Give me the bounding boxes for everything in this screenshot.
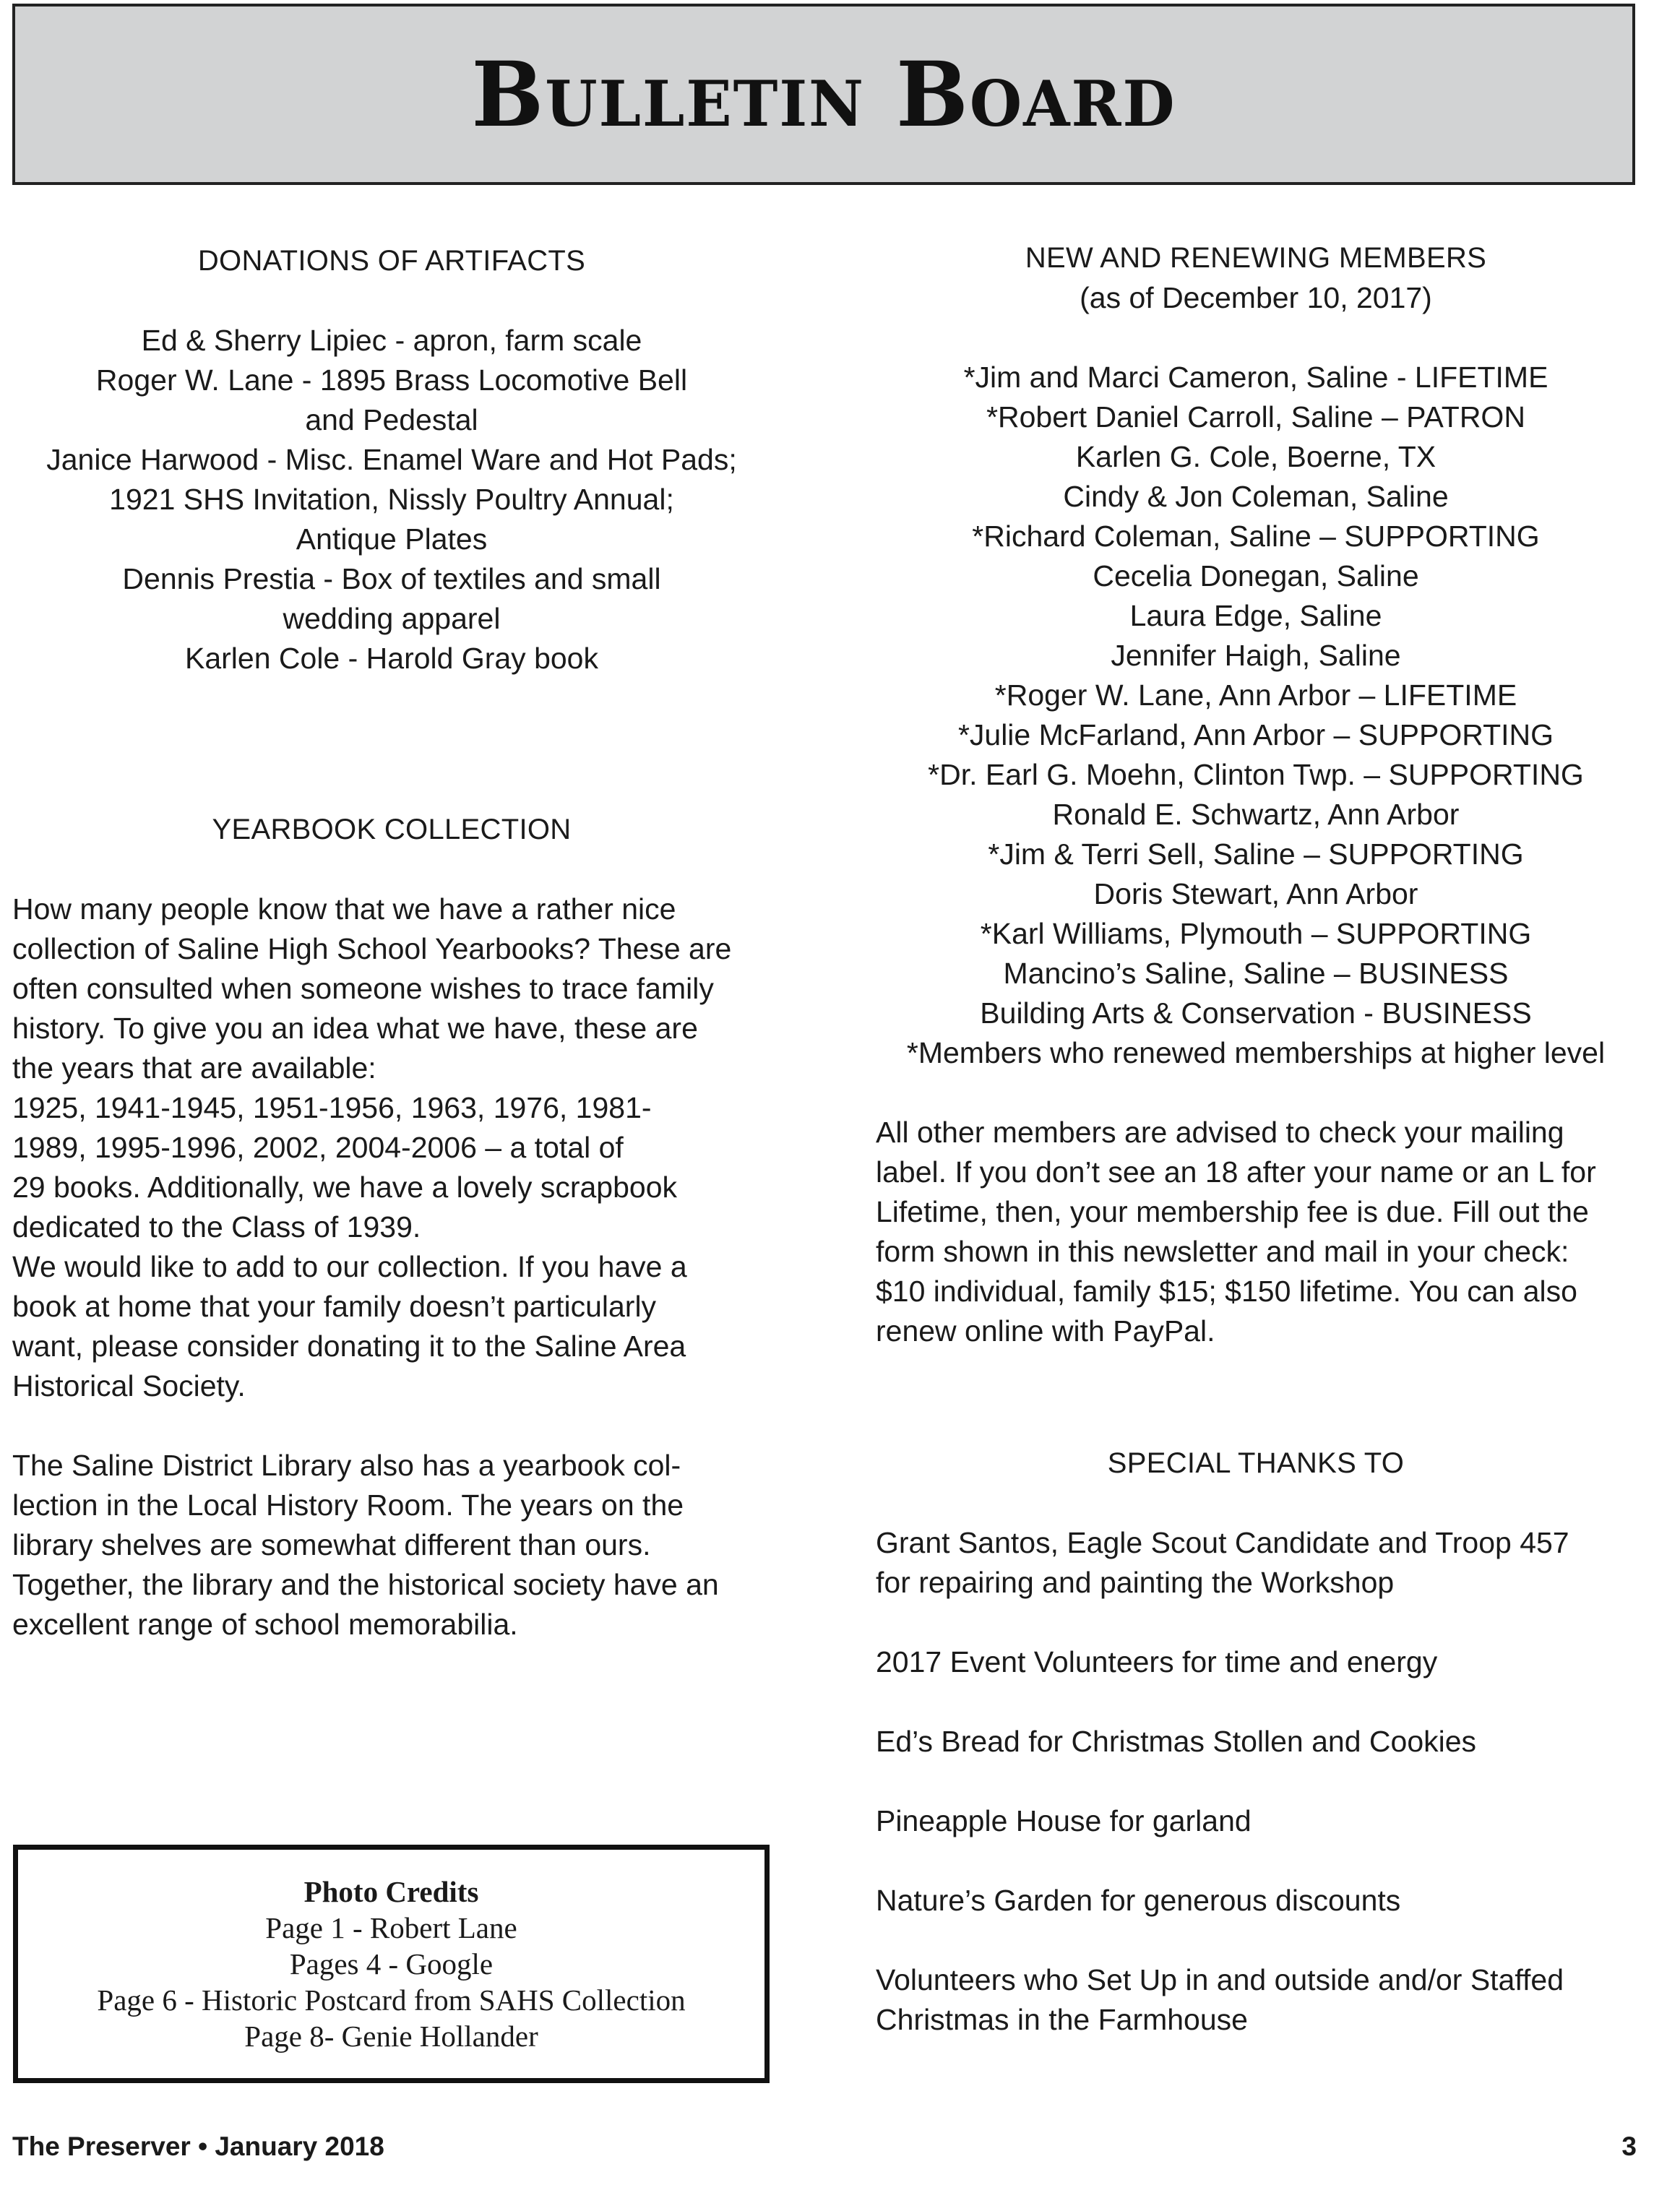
donation-line: Ed & Sherry Lipiec - apron, farm scale [141,324,642,357]
thanks-item-line: Pineapple House for garland [876,1804,1252,1837]
thanks-item-line: Ed’s Bread for Christmas Stollen and Cookies [876,1725,1477,1758]
member-line: Cindy & Jon Coleman, Saline [1063,480,1449,513]
donation-line: Dennis Prestia - Box of textiles and small [122,562,661,595]
photo-credits-title: Photo Credits [303,1875,479,1908]
credit-line: Pages 4 - Google [289,1947,494,1981]
page-number: 3 [1621,2132,1637,2161]
credit-line: Page 1 - Robert Lane [265,1911,517,1944]
yearbook-line: the years that are available: [12,1051,376,1085]
library-line: The Saline District Library also has a yearbook col- [12,1449,681,1482]
member-line: *Richard Coleman, Saline – SUPPORTING [972,520,1540,553]
yearbook-line: 1925, 1941-1945, 1951-1956, 1963, 1976, 1981- [12,1091,652,1124]
member-line: *Members who renewed memberships at higher level [906,1036,1606,1069]
member-line: Laura Edge, Saline [1129,599,1382,632]
footer-publication: The Preserver • January 2018 [12,2132,384,2161]
thanks-item-line: 2017 Event Volunteers for time and energy [876,1645,1438,1678]
members-list [876,358,1636,1073]
library-line: lection in the Local History Room. The years on the [12,1488,684,1522]
yearbook-heading: YEARBOOK COLLECTION [212,814,572,845]
member-line: *Jim & Terri Sell, Saline – SUPPORTING [988,837,1524,871]
yearbook-line: 29 books. Additionally, we have a lovely scrapbook [12,1171,678,1204]
members-heading: NEW AND RENEWING MEMBERS [1025,242,1487,274]
thanks-item-line: Nature’s Garden for generous discounts [876,1884,1401,1917]
thanks-item-line: Christmas in the Farmhouse [876,2003,1248,2036]
membership-notice [876,1113,1636,1351]
donation-line: wedding apparel [283,602,501,635]
notice-line: $10 individual, family $15; $150 lifetime. You can also [876,1275,1577,1308]
yearbook-line: history. To give you an idea what we have, these are [12,1012,698,1045]
yearbook-line: often consulted when someone wishes to trace family [12,972,714,1005]
member-line: Karlen G. Cole, Boerne, TX [1075,440,1436,473]
right-column [876,238,1636,2040]
donation-line: Roger W. Lane - 1895 Brass Locomotive Bell [95,363,688,397]
member-line: Ronald E. Schwartz, Ann Arbor [1052,798,1460,831]
donation-line: Antique Plates [296,522,488,556]
notice-line: Lifetime, then, your membership fee is due. Fill out the [876,1195,1589,1228]
thanks-item-line: for repairing and painting the Workshop [876,1566,1395,1599]
member-line: *Roger W. Lane, Ann Arbor – LIFETIME [994,678,1517,712]
member-line: *Julie McFarland, Ann Arbor – SUPPORTING [957,718,1554,751]
notice-line: All other members are advised to check your mailing [876,1116,1564,1149]
yearbook-line: We would like to add to our collection. If you have a [12,1250,687,1283]
member-line: *Karl Williams, Plymouth – SUPPORTING [980,917,1532,950]
donation-line: Karlen Cole - Harold Gray book [185,642,598,675]
library-line: excellent range of school memorabilia. [12,1608,518,1641]
photo-credits-box [13,1845,770,2083]
member-line: Mancino’s Saline, Saline – BUSINESS [1003,957,1509,990]
member-line: *Dr. Earl G. Moehn, Clinton Twp. – SUPPORTING [928,758,1584,791]
credit-line: Page 8- Genie Hollander [244,2020,538,2053]
donations-heading: DONATIONS OF ARTIFACTS [197,245,586,277]
members-subheading: (as of December 10, 2017) [1080,281,1432,314]
notice-line: renew online with PayPal. [876,1314,1215,1348]
yearbook-line: book at home that your family doesn’t particularly [12,1290,657,1323]
thanks-list [876,1523,1636,2040]
thanks-heading: SPECIAL THANKS TO [1107,1447,1405,1479]
member-line: *Robert Daniel Carroll, Saline – PATRON [986,400,1525,434]
member-line: Cecelia Donegan, Saline [1093,559,1419,592]
page-title: Bulletin Board [471,41,1176,147]
masthead-banner [12,4,1635,185]
thanks-item-line: Volunteers who Set Up in and outside and/or Staffed [876,1963,1564,1996]
donation-line: 1921 SHS Invitation, Nissly Poultry Annual; [109,483,674,516]
member-line: Building Arts & Conservation - BUSINESS [980,996,1532,1030]
donation-line: Janice Harwood - Misc. Enamel Ware and Hot Pads; [46,443,737,476]
left-column [12,238,771,1645]
member-line: Jennifer Haigh, Saline [1111,639,1401,672]
library-paragraph [12,1446,771,1645]
yearbook-line: How many people know that we have a rather nice [12,892,676,926]
notice-line: form shown in this newsletter and mail in your check: [876,1235,1569,1268]
library-line: Together, the library and the historical society have an [12,1568,719,1601]
credit-line: Page 6 - Historic Postcard from SAHS Collection [97,1983,686,2017]
yearbook-line: dedicated to the Class of 1939. [12,1210,421,1244]
donations-list [12,321,771,678]
yearbook-paragraph [12,889,771,1406]
library-line: library shelves are somewhat different than ours. [12,1528,651,1561]
donation-line: and Pedestal [305,403,478,436]
yearbook-line: Historical Society. [12,1369,246,1402]
yearbook-line: 1989, 1995-1996, 2002, 2004-2006 – a total of [12,1131,624,1164]
notice-line: label. If you don’t see an 18 after your name or an L for [876,1155,1596,1189]
yearbook-line: collection of Saline High School Yearbooks? These are [12,932,732,965]
member-line: Doris Stewart, Ann Arbor [1093,877,1418,910]
yearbook-line: want, please consider donating it to the Saline Area [12,1329,686,1363]
member-line: *Jim and Marci Cameron, Saline - LIFETIME [963,361,1548,394]
thanks-item-line: Grant Santos, Eagle Scout Candidate and Troop 457 [876,1526,1569,1559]
